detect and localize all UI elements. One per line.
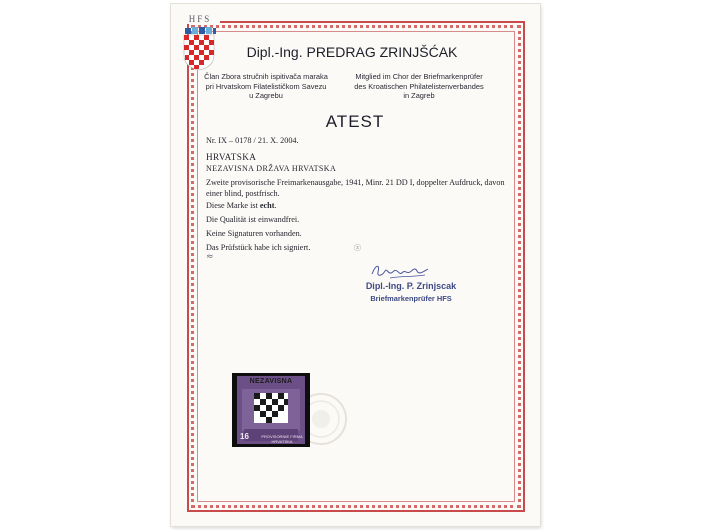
examiner-stamp-title: Briefmarkenprüfer HFS: [370, 294, 452, 303]
small-handwritten-mark-icon: ⓩ: [354, 245, 361, 252]
genuine-statement-suffix: .: [274, 201, 277, 210]
stamp-value: 16: [240, 432, 249, 441]
stamp-overprint-text: NEZAVISNA: [249, 378, 293, 385]
examiner-name-heading: Dipl.-Ing. PREDRAG ZRINJŠĆAK: [246, 44, 458, 60]
affiliation-hr-line: u Zagrebu: [249, 91, 283, 101]
hfs-logo-text: HFS: [180, 14, 220, 24]
genuine-word: echt: [259, 201, 275, 210]
affiliation-croatian: [203, 72, 329, 101]
genuine-statement: [206, 201, 277, 212]
certificate-number: Nr. IX – 0178 / 21. X. 2004.: [206, 136, 299, 145]
signatures-statement: Keine Signaturen vorhanden.: [206, 229, 302, 238]
affiliation-de-line: in Zagreb: [403, 91, 435, 101]
stamp-description: Zweite provisorische Freimarkenausgabe, 1941, Minr. 21 DD I, doppelter Aufdruck, davon einer blind, postfrisch.: [206, 178, 505, 198]
croatian-checkerboard-crest-icon: [181, 27, 217, 71]
tilde-mark-icon: ≈: [206, 252, 214, 262]
affiliation-german: [336, 72, 502, 101]
genuine-statement-prefix: Diese Marke ist: [206, 201, 258, 210]
state-subheading: NEZAVISNA DRŽAVA HRVATSKA: [206, 164, 337, 173]
affiliation-hr-line: pri Hrvatskom Filatelističkom Savezu: [205, 81, 327, 91]
examiner-stamp-name: Dipl.-Ing. P. Zrinjscak: [365, 281, 457, 291]
affiliation-de-line: Mitglied im Chor der Briefmarkenprüfer: [355, 72, 483, 81]
handwritten-signature-icon: [370, 262, 430, 282]
country-heading: HRVATSKA: [206, 152, 257, 162]
quality-statement: Die Qualität ist einwandfrei.: [206, 215, 300, 224]
stamp-bottom-text: PROVISORNIE FIRMA HRVATSKA: [261, 434, 303, 444]
signed-statement: Das Prüfstück habe ich signiert.: [206, 243, 311, 252]
affiliation-de-line: des Kroatischen Philatelistenverbandes: [354, 81, 484, 91]
affiliation-hr-line: Član Zbora stručnih ispitivača maraka: [204, 72, 328, 81]
certificate-title: ATEST: [325, 112, 385, 131]
